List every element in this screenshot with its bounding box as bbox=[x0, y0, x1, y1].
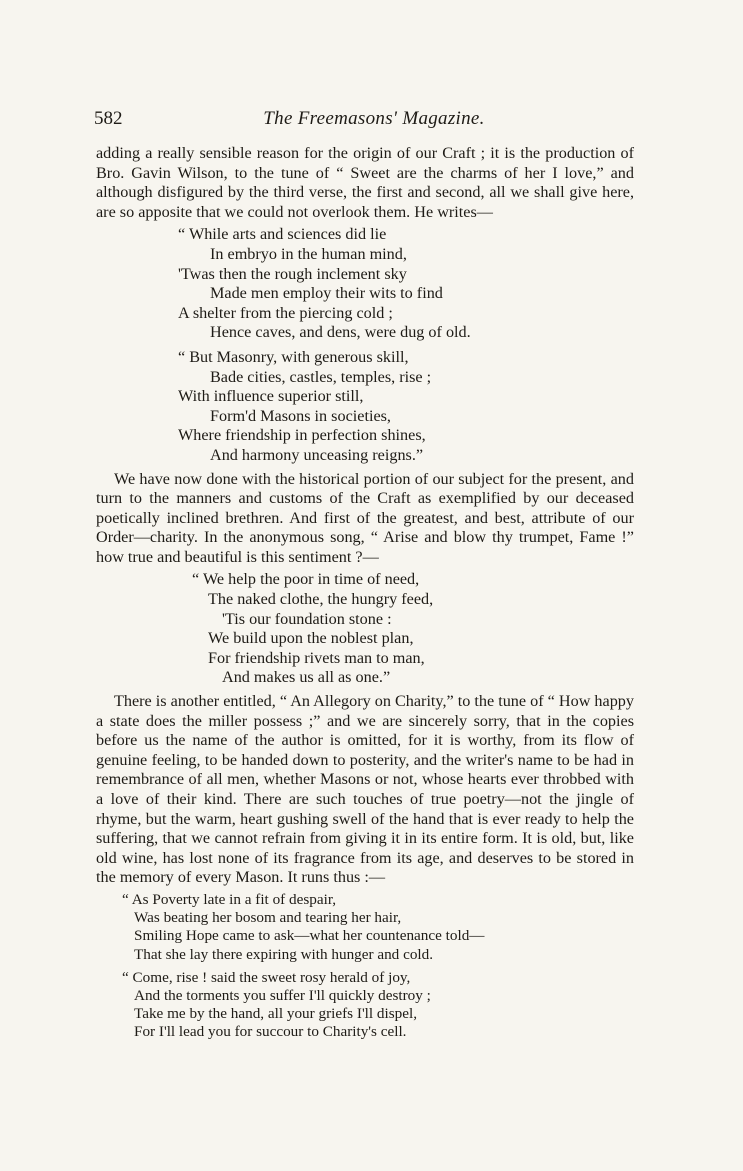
verse-line: Take me by the hand, all your griefs I'll dispel, bbox=[134, 1005, 417, 1023]
verse-line: And harmony unceasing reigns.” bbox=[210, 445, 424, 464]
verse-line: “ While arts and sciences did lie bbox=[178, 225, 387, 244]
verse-line: For I'll lead you for succour to Charity's cell. bbox=[134, 1023, 407, 1041]
verse-line: And the torments you suffer I'll quickly destroy ; bbox=[134, 986, 431, 1004]
verse-line: In embryo in the human mind, bbox=[210, 244, 407, 263]
verse-line: Was beating her bosom and tearing her hair, bbox=[134, 909, 402, 927]
verse-line: The naked clothe, the hungry feed, bbox=[208, 590, 434, 609]
verse-allegory bbox=[96, 891, 634, 1042]
verse-line: Bade cities, castles, temples, rise ; bbox=[210, 367, 432, 386]
verse-line: Made men employ their wits to find bbox=[210, 284, 443, 303]
verse-line: 'Tis our foundation stone : bbox=[222, 609, 392, 628]
verse-line: “ But Masonry, with generous skill, bbox=[178, 347, 409, 366]
verse-line: Hence caves, and dens, were dug of old. bbox=[210, 323, 471, 342]
verse-trumpet bbox=[96, 570, 634, 688]
verse-line: Smiling Hope came to ask—what her countenance told— bbox=[134, 927, 485, 945]
verse-line: Form'd Masons in societies, bbox=[210, 406, 391, 425]
paragraph-wilson-intro: adding a really sensible reason for the origin of our Craft ; it is the production of Bro. Gavin Wilson, to the tune of “ Sweet are the charms of her I love,” and although disfigured by the third verse, the first and second, all we shall give here, are so apposite that we could not overlook them. He writes— bbox=[96, 144, 634, 221]
verse-line: “ Come, rise ! said the sweet rosy herald of joy, bbox=[122, 968, 411, 986]
verse-line: We build upon the noblest plan, bbox=[208, 629, 414, 648]
page-header bbox=[94, 108, 654, 134]
verse-wilson bbox=[96, 225, 634, 465]
verse-line: “ As Poverty late in a fit of despair, bbox=[122, 890, 337, 908]
verse-line: With influence superior still, bbox=[178, 387, 364, 406]
running-title: The Freemasons' Magazine. bbox=[263, 108, 485, 129]
article-body bbox=[96, 144, 634, 1046]
verse-line: “ We help the poor in time of need, bbox=[192, 570, 420, 589]
verse-line: That she lay there expiring with hunger and cold. bbox=[134, 945, 434, 963]
paragraph-charity: We have now done with the historical portion of our subject for the present, and turn to the manners and customs of the Craft as exemplified by our deceased poetically inclined brethren. And first of the greatest, and best, attribute of our Order—charity. In the anonymous song, “ Arise and blow thy trumpet, Fame !” how true and beautiful is this sentiment ?— bbox=[96, 469, 634, 566]
verse-line: Where friendship in perfection shines, bbox=[178, 426, 426, 445]
paragraph-allegory: There is another entitled, “ An Allegory on Charity,” to the tune of “ How happy a state does the miller possess ;” and we are sincerely sorry, that in the copies before us the name of the author is omitted, for it is worthy, from its flow of genuine feeling, to be handed down to posterity, and the writer's name to be had in remembrance of all men, whether Masons or not, whose hearts ever throbbed with a love of their kind. There are such touches of true poetry—not the jingle of rhyme, but the warm, heart gushing swell of the hand that is ever ready to help the suffering, that we cannot refrain from giving it in its entire form. It is old, but, like old wine, has lost none of its fragrance from its age, and deserves to be stored in the memory of every Mason. It runs thus :— bbox=[96, 692, 634, 887]
verse-line: For friendship rivets man to man, bbox=[208, 648, 425, 667]
verse-line: 'Twas then the rough inclement sky bbox=[178, 264, 407, 283]
verse-line: A shelter from the piercing cold ; bbox=[178, 303, 393, 322]
page-number: 582 bbox=[94, 108, 123, 129]
verse-line: And makes us all as one.” bbox=[222, 668, 391, 687]
